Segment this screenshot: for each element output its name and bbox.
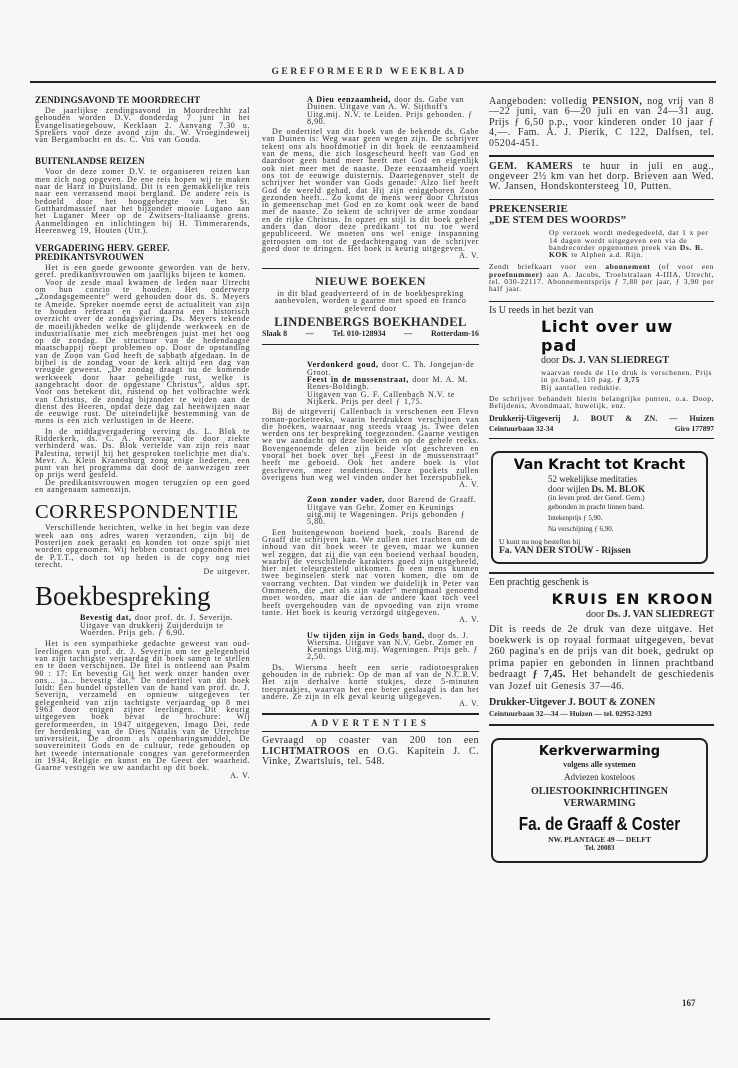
ad-text: aan A. Jacobs, Troelstralaan 4-IIIA, Utrecht, tel. 030-22117. Abonnementsprijs ƒ 7,80 per jaar, ƒ 3,90 per half jaar.	[489, 269, 714, 294]
paragraph: Voor de deze zomer D.V. te organiseren reizen kan men zich nog opgeven. De ene reis hopen wij te maken naar de Harz in Duitsland. Dit is een gemakkelijke reis naar een verrassend mooi bergland. De andere reis is bedoeld door het hooggebergte van het St. Gotthardmassief naar het bijzonder mooie Lugano aan het Luganer Meer op de Zwitsers-Italiaanse grens. Aanmeldingen en inlichtingen bij H. Timmerarends, Heerenweg 19, Houten (Utr.).	[35, 167, 250, 235]
address: Ceintuurbaan 32—34 — Huizen — tel. 02952-3293	[489, 709, 652, 719]
paragraph: Een buitengewoon boeiend boek, zoals Barend de Graaff die schrijven kan. We zullen niet trachten om de inhoud van dit boek weer te geven, maar we kunnen wel zeggen, dat zij die van een boeiend verhaal houden, waarbij de verschillende karakters goed zijn uitgebeeld, hier niet teleurgesteld uitkomen. In een mens kunnen twee beginselen sterk nar voren komen, die om de voorrang vechten. Dat vinden we duidelijk in Peter van Ommeren, die „net als zijn vader” menigmaal genoemd moet worden, maar die aan de andere kant toch veel heeft overgehouden van de opvoeding van zijn vrome tante. Het boek is keurig verzorgd uitgegeven.	[262, 527, 479, 617]
shop-name: LINDENBERGS BOEKHANDEL	[274, 314, 467, 329]
book-title: A Dieu eenzaamheid,	[307, 95, 391, 104]
ad-text: 52 wekelijkse meditaties	[548, 474, 637, 485]
heading: BUITENLANDSE REIZEN	[35, 156, 145, 167]
ad-prekenserie	[489, 204, 714, 292]
paragraph: Voor de zesde maal kwamen de leden naar Utrecht om hun concio te houden. Het onderwerp „Zondagsgemeente” werd gehouden door ds. S. Meyers te Ameide. Spreker noemde eerst de actualiteit van zijn te houden referaat en gaf daarna een historisch overzicht over de zondagsviering. Ds. Meyers tekende de moeilijkheden welke de glijdende werkweek en de industrialisatie met zich meebrengen juist met het oog op de zondag. De structuur van de hedendaagse maatschappij roept problemen op. Door de opstanding van de Zoon van God heeft de sabbath afgedaan. In de bijbel is de zondag voor de kerk altijd een dag van vreugde geweest. „De zondag draagt nu de komende werkweek door haar geheiligde rust, welke is aangebracht door de opgestane Christus”, aldus spr. Voor ons betekent dit, rustend op het volbrachte werk van Christus, de zondag bijzonder te wijden aan de dienst des Heeren, opdat deze dag zal heenwijzen naar de eeuwige rust. De uiteindelijke bestemming van de mens is een zich verlustigen in de Heere.	[35, 277, 250, 426]
book-citation	[307, 496, 479, 525]
dash: —	[404, 328, 413, 338]
signature: A. V.	[459, 251, 479, 261]
preacher-name: Ds. R. KOK	[549, 242, 704, 260]
ad-text: Bij aantallen reduktie.	[541, 382, 622, 392]
book-title: Bevestig dat,	[80, 613, 132, 623]
paragraph: Ds. Wiersma heeft een serie radiotoespraken gehouden in de rubriek: Op de man af van de N.C.R.V. Het zijn derhalve korte stukjes, deze 5-minuten toespraakjes, waarvan het ene beter geslaagd is dan het andere. Ze zijn in elk geval keurig uitgegeven.	[262, 662, 479, 701]
book-title: Zoon zonder vader,	[307, 495, 385, 505]
ad-highlight: GEM. KAMERS	[489, 160, 573, 172]
book-details: door prof. dr. J. Severijn. Uitgave van drukkerij Zuijderduijn te Woerden. Prijs geb. ƒ 6,90.	[80, 613, 233, 638]
book-title: Verdonkerd goud,	[307, 360, 379, 370]
ad-title: Kerkverwarming	[538, 743, 661, 759]
phone: Tel. 20083	[584, 843, 615, 852]
ad-title: Van Kracht tot Kracht	[513, 457, 686, 474]
ad-text: Op verzoek wordt medegedeeld, dat 1 x per 14 dagen wordt uitgegeven een via de bandrecorder opgenomen preek van	[549, 228, 709, 252]
divider	[262, 713, 479, 715]
column-3	[489, 97, 714, 863]
ad-text: te huur in juli en aug., ongeveer 2½ km van het dorp. Brieven aan Wed. W. Jansen, Hondskontersteeg 10, Putten.	[489, 160, 714, 193]
paragraph: Het is een sympathieke gedachte geweest van oud-leerlingen van prof. dr. J. Severijn om ter gelegenheid van zijn tachtigste verjaardag dit boek samen te stellen en te doen verschijnen. De titel is ontleend aan Psalm 90 : 17: En bevestig Gij het werk onzer handen over ons... ja... bevestig dat.” De ondertitel van dit boek luidt: Een bundel opstellen van de hand van prof. dr. J. Severijn, verzameld en opnieuw uitgegeven ter gelegenheid van zijn tachtigste verjaardag op 8 mei 1963 door enigen zijner leerlingen. Dit keurig uitgegeven boek bevat de brochure: Wij gereformeerden, in 1947 uitgegeven, Imago Dei, rede ter herdenking van de Dies Natalis van de Utrechtse universiteit, De droom als openbaringsmiddel, De souvereiniteit Gods en de cultuur, rede gehouden op het tweede internationale congres van gereformeerden in 1934, Religie en kunst en De Geest der waarheid. Gaarne vestigen we uw aandacht op dit boek.	[35, 639, 250, 773]
book-citation	[307, 632, 479, 661]
price: Intekenprijs ƒ 5,90.	[548, 514, 603, 523]
ad-text: waarvan reeds de 11e druk is verschenen. Prijs in pr.band, 110 pag.	[541, 368, 712, 385]
signature: A. V.	[459, 480, 479, 490]
ad-highlight: LICHTMATROOS	[262, 745, 350, 757]
ad-text: U kunt nu nog bestellen bij	[499, 537, 581, 547]
ad-title: KRUIS EN KROON	[551, 591, 714, 608]
book-title: Uw tijden zijn in Gods hand,	[307, 630, 425, 640]
ad-text: Gevraagd op coaster van 200 ton een	[262, 735, 479, 747]
divider	[262, 268, 479, 270]
paragraph: De predikantsvrouwen mogen terugzien op een goed en aangenaam samenzijn.	[35, 477, 250, 495]
ad-description: De schrijver behandelt hierin belangrijke punten, o.a. Doop, Belijdenis, Avondmaal, huwelijk, enz.	[489, 394, 714, 411]
ad-text: door wijlen	[548, 484, 590, 495]
column-1	[35, 96, 250, 779]
ad-text: gebonden in pracht linnen band.	[548, 501, 645, 511]
ad-van-kracht-tot-kracht	[491, 451, 708, 564]
article-correspondentie	[35, 501, 250, 575]
ad-subtitle: „DE STEM DES WOORDS”	[489, 214, 627, 227]
column-2	[262, 96, 479, 768]
ad-text: Aangeboden: volledig	[489, 96, 588, 107]
bottom-rule	[0, 1018, 490, 1020]
ad-text: in dit blad geadverteerd of in de boekbespreking aanbevolen, worden u gaarne met spoed en franco geleverd door	[274, 289, 467, 313]
ad-text: volgens alle systemen	[563, 759, 636, 769]
ad-highlight: PENSION,	[592, 96, 643, 107]
heading: CORRESPONDENTIE	[35, 501, 239, 524]
book-details: door ds. J. Wiersma. Uitgave van N.V. Gebr. Zomer en Keunings Uitg.mij. Wageningen. Prijs geb. ƒ 2,50.	[307, 630, 479, 662]
paragraph: De jaarlijkse zendingsavond in Moordrechht zal gehouden worden D.V. donderdag 7 juni in het Evangelisatiegebouw, Kerklaan 2. Aanvang 7.30 u. Sprekers voor deze avond zijn ds. W. Vroegindeweij van Bergambacht en ds. C. Vos van Gouda.	[35, 106, 250, 145]
book-review	[35, 640, 250, 779]
book-review	[262, 408, 479, 488]
signature: A. V.	[230, 770, 250, 780]
article-vergadering	[35, 244, 250, 493]
book-details: door ds. Gabe van Duinen. Uitgave van A. W. Sijthoff's Uitg.mij. N.V. te Leiden. Prijs gebonden. ƒ 8,90.	[307, 95, 473, 126]
address: NW. PLANTAGE 49 — DELFT	[548, 834, 651, 844]
signature: De uitgever.	[203, 567, 250, 577]
divider	[262, 344, 479, 346]
paragraph: Verschillende berichten, welke in het begin van deze week aan ons adres waren verzonden, zijn bij de Posterijen zoek geraakt en konden tot onze spijt niet worden opgenomen. Wij hebben contact opgenomen met de P.T.T., doch tot op heden is de copy nog niet terecht.	[35, 523, 250, 569]
price: ƒ 7,45.	[532, 669, 566, 681]
ad-licht-over-uw-pad	[489, 305, 714, 432]
ad-text: en O.G. Kapitein J. C. Vinke, Zwartsluis, tel. 548.	[262, 745, 479, 768]
ad-title: NIEUWE BOEKEN	[315, 274, 426, 289]
book-citation	[307, 361, 479, 405]
paragraph: Het is een goede gewoonte geworden van de herv. geref. predikantsvrouwen om jaarlijks bijeen te komen.	[35, 263, 250, 280]
ad-text: nog vrij van 8—22 juni, van 6—20 juli en van 24—31 aug. Prijs ƒ 6,50 p.p., voor kinderen onder 10 jaar ƒ 4,—. Fam. A. J. Pierik, C 122, Dalfsen, tel. 05204-451.	[489, 96, 714, 149]
advertenties-heading: ADVERTENTIES	[311, 717, 430, 728]
shop-phone: Tel. 010-128934	[332, 328, 386, 338]
price: ƒ 3,75	[616, 375, 640, 385]
book-review	[262, 664, 479, 708]
divider	[489, 199, 714, 201]
article-buitenlandse-reizen	[35, 157, 250, 234]
ad-text: Dit is reeds de 2e druk van deze uitgave. Het boekwerk is op royaal formaat uitgegeven, bevat 260 pagina's en de prijs van dit boek, gedrukt op prima papier en gebonden in linnen prachtband bedraagt	[489, 623, 714, 681]
book-citation	[80, 614, 250, 636]
ad-text: OLIESTOOKINRICHTINGEN	[530, 785, 669, 797]
ad-text: te Alphen a.d. Rijn.	[571, 250, 644, 260]
divider	[489, 301, 714, 303]
price: Na verschijning ƒ 6,90.	[548, 525, 614, 534]
divider	[489, 155, 714, 157]
paragraph: Bij de uitgeverij Callenbach is verschenen een Flevo roman-pocketreeks, waarin herdrukken verschijnen van die boeken, waarnaar nog steeds vraag is. Twee delen werden ons ter bespreking toegezonden. Gaarne vestigen we uw aandacht op deze boeken en op de gehele reeks. Bovengenoemde delen zijn beide vlot geschreven en vooral het boek over het „Feest in de mussenstraat” heeft me geboeid. Ook het andere boek is vlot geschreven, meer tendentieus. Deze pockets zullen overigens hun weg wel vinden onder het lezerspubliek.	[262, 407, 479, 482]
signature: A. V.	[459, 699, 479, 709]
ad-text: VERWARMING	[563, 797, 636, 809]
ad-text: Het behandelt de geschiedenis van Jozef uit Genesis 37—46.	[489, 669, 714, 692]
shop-address: Slaak 8	[262, 328, 288, 338]
divider	[489, 724, 714, 726]
address: Ceintuurbaan 32-34	[489, 423, 554, 433]
seller: Fa. VAN DER STOUW - Rijssen	[499, 546, 631, 557]
book-review	[262, 128, 479, 259]
ad-intro: Een prachtig geschenk is	[489, 576, 589, 588]
book-review	[262, 529, 479, 624]
ad-intro: Is U reeds in het bezit van	[489, 305, 594, 317]
ad-text: door	[541, 355, 560, 367]
giro: Giro 177897	[674, 423, 714, 433]
author-name: Ds. J. VAN SLIEDREGT	[561, 355, 670, 367]
publisher: Drukker-Uitgever J. BOUT & ZONEN	[489, 697, 656, 709]
publisher: Drukkerij-Uitgeverij J. BOUT & ZN. — Huizen	[489, 413, 714, 423]
ad-kerkverwarming	[491, 738, 708, 863]
ad-title: Licht over uw pad	[541, 317, 674, 356]
ad-text: (in leven pred. der Geref. Gem.)	[548, 493, 645, 503]
book-title: Feest in de mussenstraat,	[307, 375, 409, 385]
shop-city: Rotterdam-16	[430, 328, 479, 338]
heading: ZENDINGSAVOND TE MOORDRECHT	[35, 95, 201, 105]
divider	[262, 731, 479, 733]
article-zendingsavond	[35, 96, 250, 143]
book-publisher: Uitgaven van G. F. Callenbach N.V. te Nijkerk. Prijs per deel ƒ 1,75.	[307, 389, 455, 406]
ad-kruis-en-kroon	[489, 577, 714, 718]
author-name: Ds. M. BLOK	[591, 484, 646, 495]
header-rule	[30, 81, 716, 83]
divider	[489, 572, 714, 574]
firm-name: Fa. de Graaff & Coster	[518, 813, 681, 834]
ad-nieuwe-boeken	[262, 275, 479, 339]
author-name: Ds. J. VAN SLIEDREGT	[606, 608, 714, 620]
book-citation	[307, 96, 479, 125]
divider	[489, 438, 714, 440]
ad-text: door	[585, 608, 605, 620]
ad-highlight: abonnement	[605, 262, 651, 272]
book-details: door C. Th. Jongejan-de Groot.	[307, 360, 475, 377]
heading: Boekbespreking	[35, 581, 211, 612]
ad-text: Zendt briefkaart voor een	[489, 262, 597, 272]
heading: VERGADERING HERV. GEREF. PREDIKANTSVROUWEN	[35, 243, 170, 263]
ad-text: (of voor een	[658, 262, 714, 272]
signature: A. V.	[459, 615, 479, 625]
page-number: 167	[682, 998, 696, 1008]
ad-title: PREKENSERIE	[489, 203, 568, 216]
ad-text: Adviezen kosteloos	[564, 771, 635, 782]
ad-lichtmatroos	[262, 736, 479, 767]
ad-highlight: proefnummer)	[489, 269, 543, 279]
paragraph: In de middagvergadering verving ds. L. Blok te Ridderkerk, ds. C. A. Korevaar, die door ziekte verhinderd was. Ds. Blok vertelde van zijn reis naar Palestina, terwijl hij het gesproken toelichtte met dia's. Mevr. A. Klein Kranenburg zong enige liederen, een punt van het programma dat door de aanwezigen zeer op prijs werd gesteld.	[35, 426, 250, 480]
section-boekbespreking	[35, 581, 250, 611]
dash: —	[305, 328, 314, 338]
book-details: door M. A. M. Renes-Boldingh.	[307, 375, 469, 392]
ad-kamers	[489, 162, 714, 193]
paragraph: De ondertitel van dit boek van de bekende ds. Gabe van Duinen is: Weg waar geen wegen zijn. De schrijver tekent ons als hoofdmotief in dit boek de eenzaamheid van de mens, die zich losgescheurd heeft van God en daardoor geen band meer heeft met God en eigenlijk ook niet meer met de naaste. Deze eenzaamheid voert ons tot de eeuwige duisternis. Daartegenover stelt de schrijver het wonder van Gods genade: Alzo lief heeft God de wereld gehad, dat Hij zijn eniggeboren Zoon gezonden heeft... Zo komt de mens weer door Christus in gemeenschap met God en zo komt ook weer de band met de naaste. Zo tekent de schrijver de arme zondaar en de rijke Christus. In opzet en stijl is dit boek geheel anders dan door deze predikant tot nu toe werd gepubliceerd. We moeten ons wel enige inspanning getroosten om tot de gedachtengang van de schrijver goed door te dringen. Het boek is keurig uitgegeven.	[262, 127, 479, 253]
book-details: door Barend de Graaff. Uitgave van Gebr. Zomer en Keunings uitg.mij te Wageningen. Prijs gebonden ƒ 5,80.	[307, 495, 477, 527]
ad-pension	[489, 97, 714, 149]
page-header: GEREFORMEERD WEEKBLAD	[271, 67, 467, 77]
